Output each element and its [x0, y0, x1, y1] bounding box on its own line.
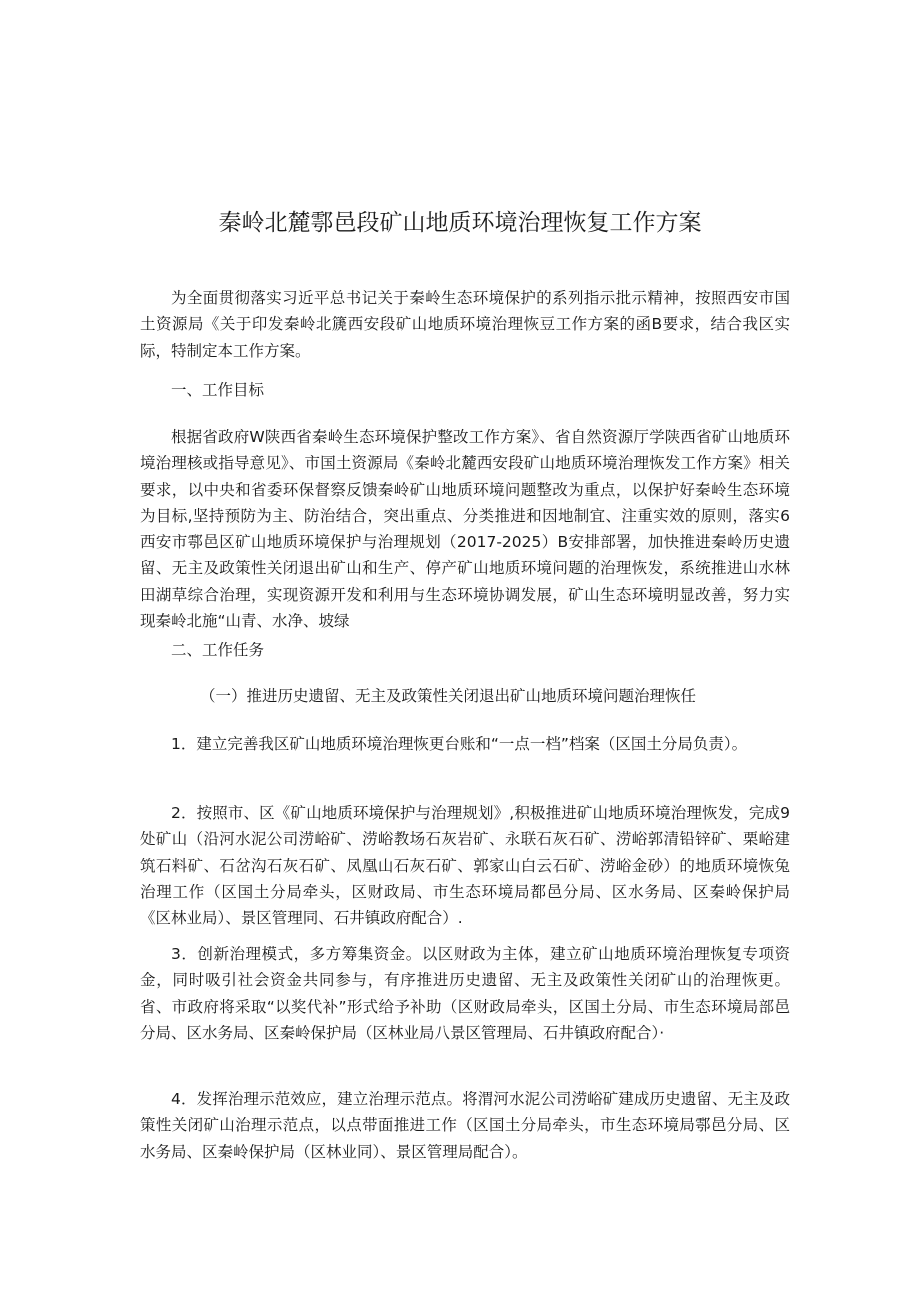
task-item-3: 3．创新治理模式，多方筹集资金。以区财政为主体，建立矿山地质环境治理恢复专项资金，同时吸引社会资金共同参与，有序推进历史遗留、无主及政策性关闭矿山的治理恢更。省、市政府将采取“以奖代补”形式给予补助（区财政局牵头，区国土分局、市生态环境局部邑分局、区水务局、区秦岭保护局（区林业局八景区管理局、石井镇政府配合）·: [140, 945, 790, 1042]
intro-paragraph: 为全面贯彻落实习近平总书记关于秦岭生态环境保护的系列指示批示精神，按照西安市国土资源局《关于印发秦岭北篪西安段矿山地质环境治理恢豆工作方案的函B要求，结合我区实际，特制定本工作方案。: [140, 289, 790, 360]
subsection-heading-1: （一）推进历史遗留、无主及政策性关闭退出矿山地质环境问题治理恢任: [200, 687, 697, 705]
task-item-2: 2．按照市、区《矿山地质环境保护与治理规划》,积极推进矿山地质环境治理恢发，完成9处矿山（沿河水泥公司涝峪矿、涝峪教场石灰岩矿、永联石灰石矿、涝峪郭清铅锌矿、栗峪建筑石料矿、石岔沟石灰石矿、凤凰山石灰石矿、郭家山白云石矿、涝峪金砂）的地质环境恢兔治理工作（区国土分局牵头，区财政局、市生态环境局都邑分局、区水务局、区秦岭保护局《区林业局）、景区管理同、石井镇政府配合）.: [140, 804, 790, 928]
section-goals-body: 根据省政府W陕西省秦岭生态环境保护整改工作方案》、省自然资源厅学陕西省矿山地质环境治理核或指导意见》、市国土资源局《秦岭北麓西安段矿山地质环境治理恢发工作方案》相关要求，以中央和省委环保督察反馈秦岭矿山地质环境问题整改为重点，以保护好秦岭生态环境为目标,坚持预防为主、防治结合，突出重点、分类推进和因地制宜、注重实效的原则，落实6西安市鄠邑区矿山地质环境保护与治理规划（2017-2025）B安排部署，加快推进秦岭历史遗留、无主及政策性关闭退出矿山和生产、停产矿山地质环境问题的治理恢发，系统推进山水林田湖草综合治理，实现资源开发和利用与生态环境协调发展，矿山生态环境明显改善，努力实现秦岭北施“山青、水净、坡绿: [140, 428, 790, 631]
task-item-4: 4．发挥治理示范效应，建立治理示范点。将渭河水泥公司涝峪矿建成历史遗留、无主及政策性关闭矿山治理示范点，以点带面推进工作（区国土分局牵头，市生态环境局鄠邑分局、区水务局、区秦岭保护局（区林业同）、景区管理局配合）。: [140, 1090, 790, 1161]
section-heading-tasks: 二、工作任务: [171, 641, 265, 659]
document-title: 秦岭北麓鄠邑段矿山地质环境治理恢复工作方案: [218, 210, 702, 236]
section-heading-goals: 一、工作目标: [171, 381, 265, 399]
task-item-1: 1．建立完善我区矿山地质环境治理恢更台账和“一点一档”档案（区国土分局负责）。: [171, 735, 748, 753]
